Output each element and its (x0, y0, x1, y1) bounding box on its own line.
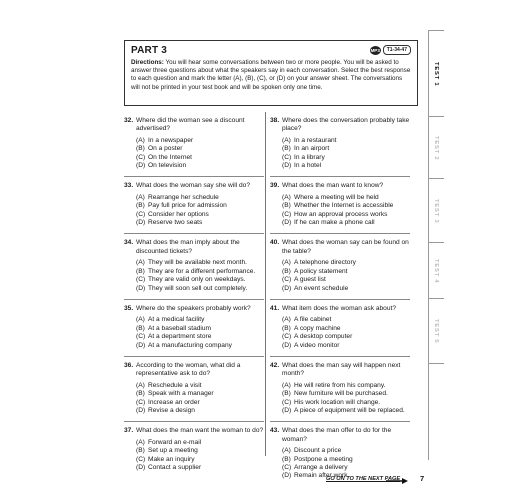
question-block (124, 356, 264, 415)
answer-option (282, 456, 410, 464)
answer-option (282, 259, 410, 267)
question-number: 39. (270, 182, 280, 190)
answer-options (270, 194, 410, 228)
option-text: Revise a design (148, 406, 195, 414)
directions-body: You will hear some conversations between two or more people. You will be asked to answer three questions about what the speakers say in each conversation. Select the best response to each question and mark the letter (A), (B), (C), or (D) on your answer sheet. The conversations will not be printed in your test book and will be spoken only one time. (131, 59, 411, 91)
tab-test-1[interactable] (428, 30, 444, 117)
option-text: Reschedule a visit (148, 381, 202, 389)
answer-option (136, 259, 264, 267)
option-letter: (D) (282, 219, 292, 227)
answer-options (124, 137, 264, 171)
question-column-left (124, 117, 264, 472)
answer-option (282, 464, 410, 472)
option-text: At a medical facility (148, 316, 205, 324)
answer-option (282, 154, 410, 162)
option-text: On a poster (148, 145, 183, 153)
option-letter: (B) (282, 324, 291, 332)
option-text: A file cabinet (294, 316, 332, 324)
answer-option (282, 211, 410, 219)
option-letter: (B) (282, 202, 291, 210)
option-text: His work location will change. (294, 398, 381, 406)
option-letter: (C) (136, 276, 146, 284)
option-text: They are for a different performance. (148, 267, 256, 275)
option-text: A telephone directory (294, 259, 356, 267)
answer-option (282, 333, 410, 341)
option-letter: (C) (136, 153, 146, 161)
option-text: Speak with a manager (148, 390, 214, 398)
option-text: Pay full price for admission (148, 202, 227, 210)
answer-option (136, 399, 264, 407)
option-letter: (A) (282, 316, 291, 324)
option-letter: (D) (136, 219, 146, 227)
option-text: Set up a meeting (148, 447, 198, 455)
answer-option (282, 137, 410, 145)
answer-options (270, 259, 410, 293)
answer-option (136, 342, 264, 350)
question-block (270, 299, 410, 350)
option-letter: (B) (136, 447, 145, 455)
option-text: In a hotel (294, 162, 322, 170)
option-letter: (C) (282, 464, 292, 471)
page-number: 7 (420, 474, 425, 483)
option-letter: (C) (136, 398, 146, 406)
question-number: 37. (124, 427, 134, 435)
audio-track-number: T1-34-47 (383, 45, 411, 55)
option-text: He will retire from his company. (294, 381, 386, 389)
option-text: New furniture will be purchased. (294, 390, 388, 398)
question-number: 40. (270, 239, 280, 247)
option-letter: (C) (282, 153, 292, 161)
option-text: In a newspaper (148, 136, 194, 144)
question-block (270, 176, 410, 227)
option-letter: (B) (282, 455, 291, 463)
option-text: They will be available next month. (148, 259, 247, 267)
question-block (124, 421, 264, 472)
option-letter: (D) (282, 284, 292, 292)
tab-label: TEST 1 (433, 61, 439, 87)
answer-options (124, 259, 264, 293)
option-text: They are valid only on weekdays. (148, 276, 246, 284)
question-stem: According to the woman, what did a representative ask to do? (136, 361, 241, 378)
question-stem: Where did the woman see a discount advertised? (136, 117, 245, 133)
arrow-right-icon (386, 478, 408, 484)
question-stem: What does the man imply about the discounted tickets? (136, 239, 240, 255)
option-text: They will soon sell out completely. (148, 284, 248, 292)
option-letter: (C) (282, 276, 292, 284)
question-stem: What does the man want to know? (282, 182, 384, 190)
option-letter: (C) (282, 398, 292, 406)
answer-option (136, 162, 264, 170)
option-letter: (B) (136, 390, 145, 398)
option-text: A guest list (294, 276, 326, 284)
answer-option (282, 407, 410, 415)
option-letter: (A) (136, 136, 145, 144)
answer-option (282, 219, 410, 227)
option-text: At a baseball stadium (148, 324, 212, 332)
tab-label: TEST 3 (433, 198, 439, 224)
question-block (124, 299, 264, 350)
answer-option (282, 390, 410, 398)
answer-options (124, 316, 264, 350)
option-text: On the Internet (148, 153, 192, 161)
answer-option (282, 276, 410, 284)
option-letter: (A) (282, 259, 291, 267)
option-text: A piece of equipment will be replaced. (294, 406, 405, 414)
tab-label: TEST 5 (433, 318, 439, 344)
option-text: Reserve two seats (148, 219, 203, 227)
option-text: If he can make a phone call (294, 219, 375, 227)
option-text: Increase an order (148, 398, 200, 406)
option-text: In an airport (294, 145, 330, 153)
question-block (124, 176, 264, 227)
question-number: 42. (270, 361, 280, 369)
option-text: A desktop computer (294, 333, 353, 341)
answer-option (282, 325, 410, 333)
option-letter: (D) (136, 406, 146, 414)
option-text: Rearrange her schedule (148, 193, 219, 201)
option-letter: (A) (282, 447, 291, 455)
directions-text (131, 59, 411, 92)
option-text: Contact a supplier (148, 464, 202, 471)
question-stem: What does the woman say she will do? (136, 182, 250, 190)
tab-label: TEST 4 (433, 258, 439, 284)
option-text: A policy statement (294, 267, 348, 275)
option-text: A copy machine (294, 324, 341, 332)
option-letter: (A) (136, 316, 145, 324)
answer-options (270, 316, 410, 350)
option-letter: (A) (136, 438, 145, 446)
option-letter: (C) (282, 210, 292, 218)
question-number: 34. (124, 239, 134, 247)
option-letter: (A) (282, 193, 291, 201)
part-title: PART 3 (131, 45, 168, 56)
option-letter: (C) (136, 455, 146, 463)
option-text: Whether the Internet is accessible (294, 202, 394, 210)
question-number: 33. (124, 182, 134, 190)
question-block (270, 356, 410, 415)
option-text: On television (148, 162, 187, 170)
question-number: 41. (270, 304, 280, 312)
option-text: Where a meeting will be held (294, 193, 379, 201)
answer-option (136, 325, 264, 333)
answer-option (136, 382, 264, 390)
option-letter: (D) (136, 284, 146, 292)
option-text: In a library (294, 153, 325, 161)
tab-label: TEST 2 (433, 135, 439, 161)
answer-options (124, 382, 264, 416)
answer-option (282, 202, 410, 210)
option-text: Consider her options (148, 210, 209, 218)
answer-option (282, 145, 410, 153)
option-text: Forward an e-mail (148, 438, 202, 446)
answer-option (136, 316, 264, 324)
question-block (270, 421, 410, 480)
option-letter: (D) (282, 162, 292, 170)
option-letter: (D) (282, 341, 292, 349)
option-letter: (C) (282, 333, 292, 341)
option-text: An event schedule (294, 284, 349, 292)
option-letter: (D) (136, 162, 146, 170)
mp3-icon: MP3 (370, 47, 380, 53)
answer-option (136, 456, 264, 464)
question-block (270, 233, 410, 292)
option-letter: (B) (282, 390, 291, 398)
answer-option (136, 390, 264, 398)
option-letter: (D) (282, 472, 292, 480)
answer-option (136, 464, 264, 472)
option-text: A video monitor (294, 341, 340, 349)
option-letter: (B) (136, 202, 145, 210)
option-letter: (C) (136, 333, 146, 341)
answer-option (136, 194, 264, 202)
option-text: Arrange a delivery (294, 464, 348, 471)
answer-option (282, 316, 410, 324)
option-letter: (B) (282, 145, 291, 153)
answer-option (136, 447, 264, 455)
next-page-link[interactable]: GO ON TO THE NEXT PAGE (326, 476, 401, 482)
question-number: 36. (124, 361, 134, 369)
question-stem: What does the man want the woman to do? (136, 427, 264, 435)
answer-option (136, 407, 264, 415)
question-number: 38. (270, 117, 280, 124)
tab-test-4[interactable] (428, 242, 444, 299)
answer-option (136, 154, 264, 162)
option-letter: (D) (282, 406, 292, 414)
column-divider (265, 112, 266, 456)
tab-test-3[interactable] (428, 178, 444, 243)
question-stem: Where do the speakers probably work? (136, 304, 251, 312)
answer-option (282, 382, 410, 390)
question-column-right (270, 117, 410, 481)
answer-options (270, 137, 410, 171)
question-stem: What does the woman say can be found on the table? (282, 239, 409, 255)
answer-option (136, 137, 264, 145)
option-letter: (A) (136, 193, 145, 201)
question-stem: Where does the conversation probably take place? (282, 117, 410, 133)
answer-option (282, 268, 410, 276)
question-stem: What does the man offer to do for the woman? (282, 427, 392, 443)
question-number: 35. (124, 304, 134, 312)
answer-option (136, 268, 264, 276)
answer-option (136, 202, 264, 210)
answer-option (136, 219, 264, 227)
tab-test-5[interactable] (428, 298, 444, 364)
answer-option (136, 276, 264, 284)
answer-option (282, 447, 410, 455)
answer-option (136, 333, 264, 341)
option-letter: (B) (282, 267, 291, 275)
option-letter: (D) (136, 464, 146, 471)
question-stem: What item does the woman ask about? (282, 304, 396, 312)
answer-option (136, 145, 264, 153)
option-text: Remain after work (294, 472, 348, 480)
answer-option (282, 399, 410, 407)
option-text: Discount a price (294, 447, 342, 455)
option-text: Postpone a meeting (294, 455, 353, 463)
question-stem: What does the man say will happen next month? (282, 361, 401, 378)
answer-options (124, 439, 264, 473)
option-letter: (B) (136, 324, 145, 332)
question-block (270, 117, 410, 170)
audio-track-label (370, 45, 411, 55)
tab-test-2[interactable] (428, 116, 444, 179)
option-letter: (B) (136, 267, 145, 275)
answer-option (282, 285, 410, 293)
directions-label: Directions: (131, 59, 164, 66)
option-text: How an approval process works (294, 210, 388, 218)
option-text: In a restaurant (294, 136, 337, 144)
option-letter: (A) (282, 381, 291, 389)
question-block (124, 233, 264, 292)
option-letter: (C) (136, 210, 146, 218)
option-letter: (B) (136, 145, 145, 153)
option-letter: (A) (136, 259, 145, 267)
option-letter: (A) (282, 136, 291, 144)
answer-options (124, 194, 264, 228)
option-letter: (D) (136, 341, 146, 349)
option-letter: (A) (136, 381, 145, 389)
answer-option (282, 194, 410, 202)
option-text: At a manufacturing company (148, 341, 232, 349)
question-number: 43. (270, 427, 280, 435)
answer-option (136, 285, 264, 293)
answer-option (282, 162, 410, 170)
answer-option (136, 439, 264, 447)
question-number: 32. (124, 117, 134, 124)
answer-option (136, 211, 264, 219)
option-text: Make an inquiry (148, 455, 195, 463)
answer-option (282, 342, 410, 350)
option-text: At a department store (148, 333, 212, 341)
question-block (124, 117, 264, 170)
directions-box (124, 40, 418, 106)
answer-options (270, 382, 410, 416)
